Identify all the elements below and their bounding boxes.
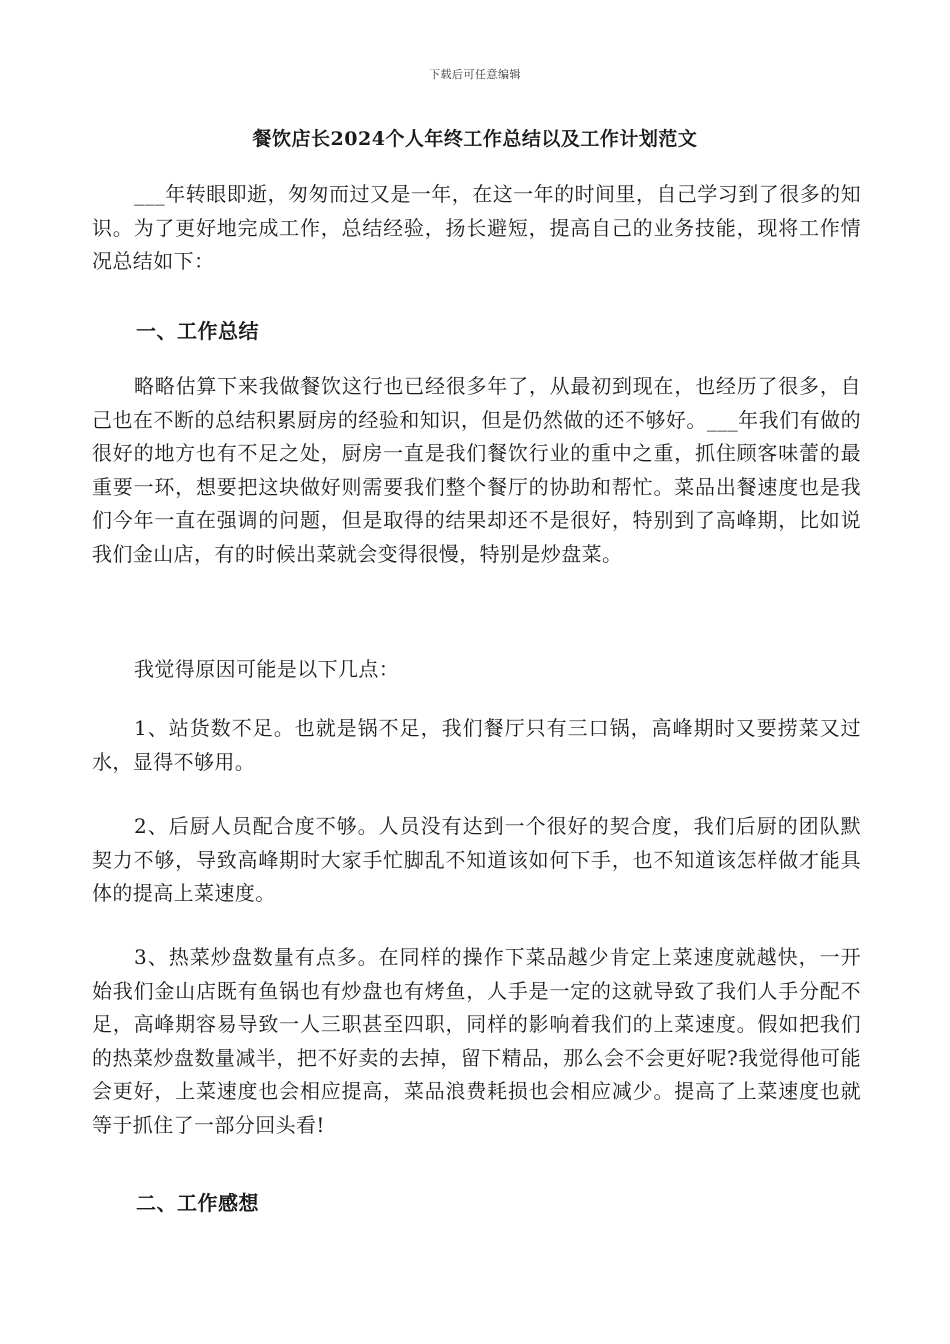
- reasons-intro-paragraph: 我觉得原因可能是以下几点：: [134, 657, 400, 681]
- reason-point-2: 2、后厨人员配合度不够。人员没有达到一个很好的契合度，我们后厨的团队默契力不够，导致高峰期时大家手忙脚乱不知道该如何下手，也不知道该怎样做才能具体的提高上菜速度。: [92, 814, 861, 905]
- section-heading-work-summary: 一、工作总结: [136, 319, 259, 343]
- intro-paragraph: ___年转眼即逝，匆匆而过又是一年，在这一年的时间里，自己学习到了很多的知识。为了更好地完成工作，总结经验，扬长避短，提高自己的业务技能，现将工作情况总结如下：: [92, 182, 861, 273]
- summary-paragraph: 略略估算下来我做餐饮这行也已经很多年了，从最初到现在，也经历了很多，自己也在不断的总结积累厨房的经验和知识，但是仍然做的还不够好。___年我们有做的很好的地方也有不足之处，厨房一直是我们餐饮行业的重中之重，抓住顾客味蕾的最重要一环，想要把这块做好则需要我们整个餐厅的协助和帮忙。菜品出餐速度也是我们今年一直在强调的问题，但是取得的结果却还不是很好，特别到了高峰期，比如说我们金山店，有的时候出菜就会变得很慢，特别是炒盘菜。: [92, 374, 861, 566]
- header-note: 下载后可任意编辑: [429, 68, 521, 81]
- reason-point-3: 3、热菜炒盘数量有点多。在同样的操作下菜品越少肯定上菜速度就越快，一开始我们金山店既有鱼锅也有炒盘也有烤鱼，人手是一定的这就导致了我们人手分配不足，高峰期容易导致一人三职甚至四职，同样的影响着我们的上菜速度。假如把我们的热菜炒盘数量减半，把不好卖的去掉，留下精品，那么会不会更好呢?我觉得他可能会更好，上菜速度也会相应提高，菜品浪费耗损也会相应减少。提高了上菜速度也就等于抓住了一部分回头看!: [92, 945, 861, 1137]
- document-title: 餐饮店长2024个人年终工作总结以及工作计划范文: [252, 128, 698, 150]
- section-heading-work-reflections: 二、工作感想: [136, 1191, 259, 1215]
- reason-point-1: 1、站货数不足。也就是锅不足，我们餐厅只有三口锅，高峰期时又要捞菜又过水，显得不够用。: [92, 716, 861, 774]
